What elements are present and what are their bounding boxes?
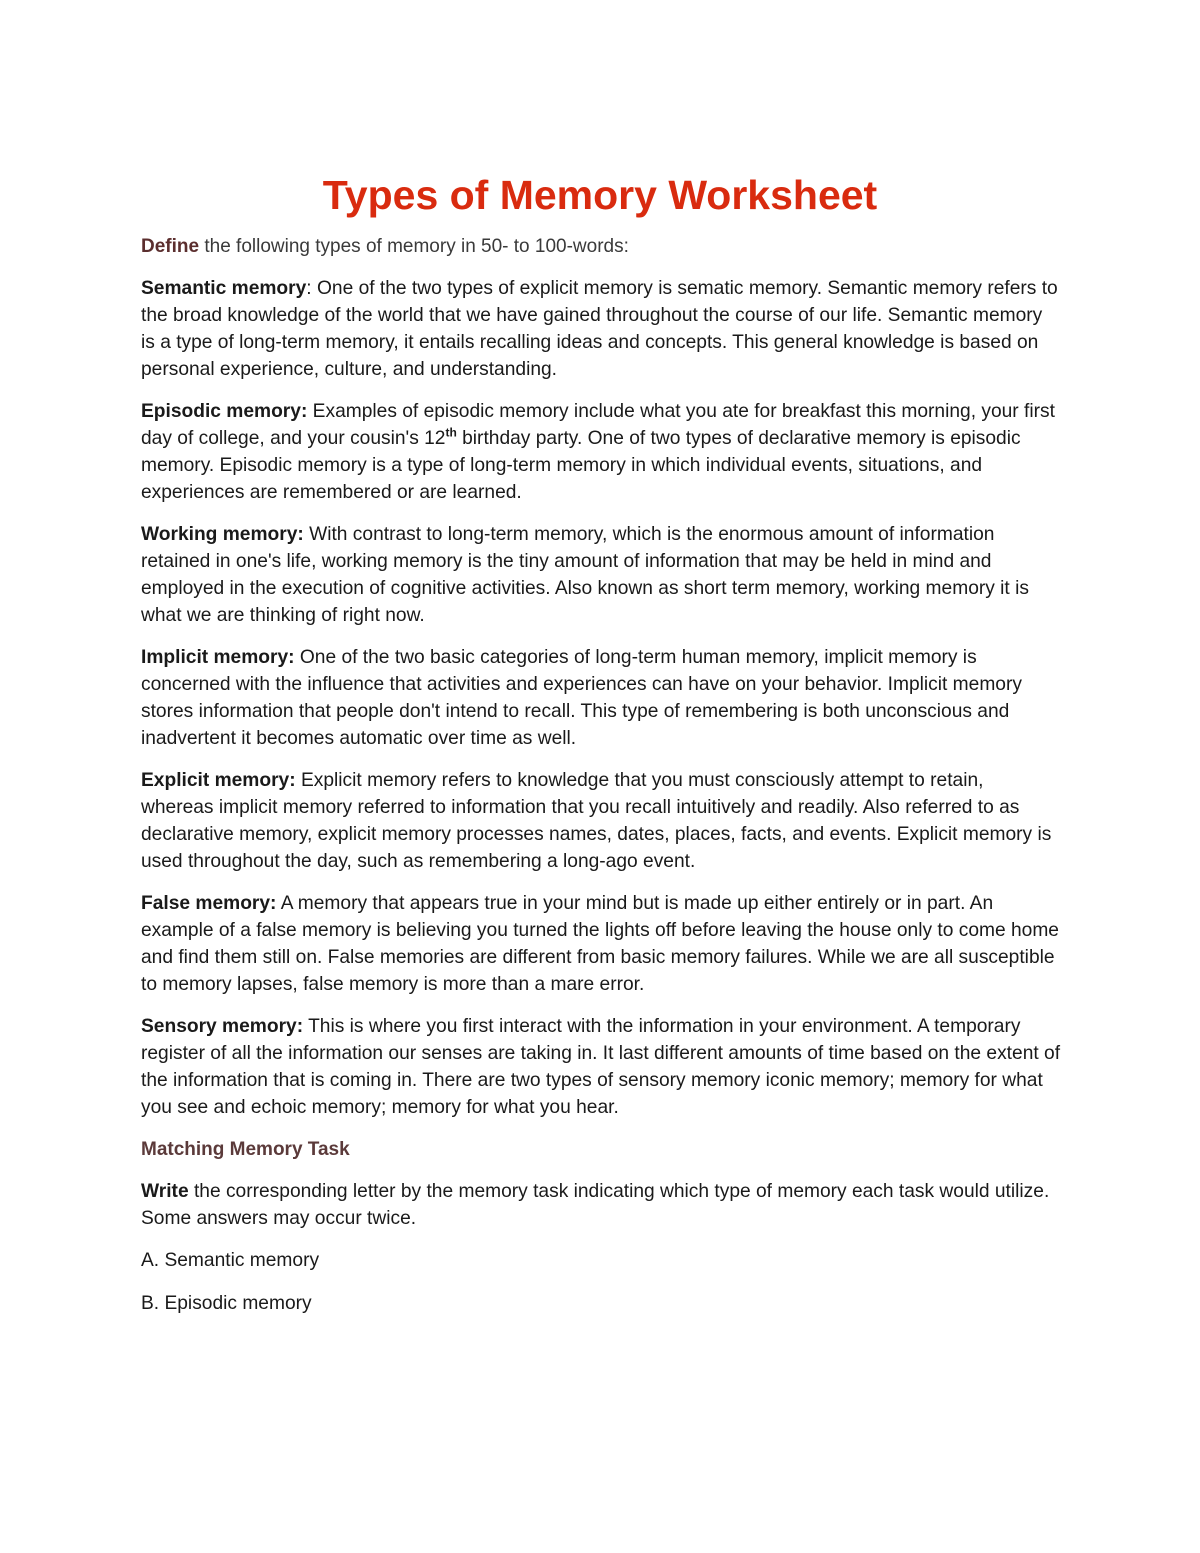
term-episodic: Episodic memory: <box>141 401 308 422</box>
ordinal-superscript: th <box>445 425 457 440</box>
definition-episodic-text-end: birthday party. One of two types of declarative memory is episodic memory. Episodic memory is a type of long-term memory in which individual events, situations, and experiences are remembered or are learned. <box>141 428 1021 503</box>
definition-false-text: A memory that appears true in your mind but is made up either entirely or in part. An example of a false memory is believing you turned the lights off before leaving the house only to come home and find them still on. False memories are different from basic memory failures. While we are all susceptible to memory lapses, false memory is more than a mare error. <box>141 893 1059 995</box>
definition-sensory-text: This is where you first interact with the information in your environment. A temporary register of all the information our senses are taking in. It last different amounts of time based on the extent of the information that is coming in. There are two types of sensory memory iconic memory; memory for what you see and echoic memory; memory for what you hear. <box>141 1016 1061 1118</box>
term-false: False memory: <box>141 893 277 914</box>
matching-heading: Matching Memory Task <box>141 1139 350 1160</box>
matching-instruction <box>141 1178 1061 1232</box>
definition-sensory <box>141 1013 1061 1121</box>
option-b: B. Episodic memory <box>141 1293 312 1314</box>
definition-semantic-text: One of the two types of explicit memory is sematic memory. Semantic memory refers to the broad knowledge of the world that we have gained throughout the course of our life. Semantic memory is a type of long-term memory, it entails recalling ideas and concepts. This general knowledge is based on personal experience, culture, and understanding. <box>141 278 1058 380</box>
intro-text: the following types of memory in 50- to 100-words: <box>199 236 629 257</box>
definition-false <box>141 890 1061 998</box>
term-implicit: Implicit memory: <box>141 647 295 668</box>
definition-episodic <box>141 398 1061 506</box>
intro-bold-word: Define <box>141 236 200 257</box>
definition-implicit <box>141 644 1061 752</box>
page-title: Types of Memory Worksheet <box>322 172 878 218</box>
definition-semantic <box>141 275 1061 383</box>
term-explicit: Explicit memory: <box>141 770 296 791</box>
definition-working-text: With contrast to long-term memory, which is the enormous amount of information retained in one's life, working memory is the tiny amount of information that may be held in mind and employed in the execution of cognitive activities. Also known as short term memory, working memory it is what we are thinking of right now. <box>141 524 1029 626</box>
matching-instruction-text: the corresponding letter by the memory task indicating which type of memory each task would utilize. Some answers may occur twice. <box>141 1181 1050 1229</box>
intro-instruction <box>141 233 1061 260</box>
matching-instruction-bold: Write <box>141 1181 189 1202</box>
definition-implicit-text: One of the two basic categories of long-term human memory, implicit memory is concerned with the influence that activities and experiences can have on your behavior. Implicit memory stores information that people don't intend to recall. This type of remembering is both unconscious and inadvertent it becomes automatic over time as well. <box>141 647 1022 749</box>
term-semantic-separator: : <box>306 278 312 299</box>
definition-working <box>141 521 1061 629</box>
term-working: Working memory: <box>141 524 304 545</box>
term-sensory: Sensory memory: <box>141 1016 304 1037</box>
term-semantic: Semantic memory <box>141 278 307 299</box>
definition-explicit <box>141 767 1061 875</box>
definition-episodic-text-start: Examples of episodic memory include what you ate for breakfast this morning, your first day of college, and your cousin's 12 <box>141 401 1055 449</box>
option-a: A. Semantic memory <box>141 1250 320 1271</box>
worksheet-page <box>141 172 1061 1333</box>
definition-explicit-text: Explicit memory refers to knowledge that you must consciously attempt to retain, whereas implicit memory referred to information that you recall intuitively and readily. Also referred to as declarative memory, explicit memory processes names, dates, places, facts, and events. Explicit memory is used throughout the day, such as remembering a long-ago event. <box>141 770 1052 872</box>
